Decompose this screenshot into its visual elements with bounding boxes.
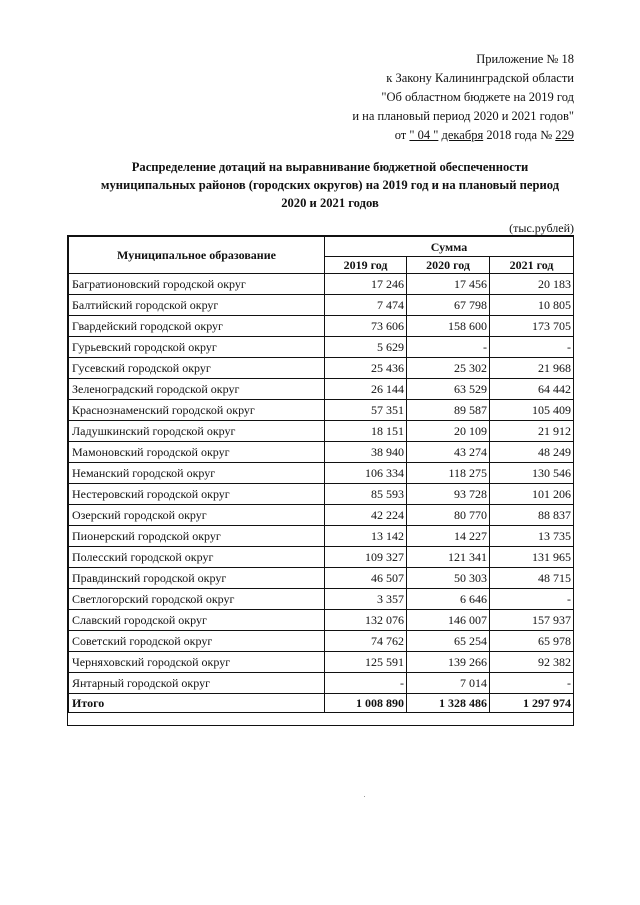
header-year-2021: 2021 год bbox=[490, 257, 574, 274]
amount-2020: 121 341 bbox=[407, 547, 490, 568]
amount-2019: 74 762 bbox=[325, 631, 407, 652]
total-label: Итого bbox=[69, 694, 325, 713]
amount-2019: 57 351 bbox=[325, 400, 407, 421]
amount-2020: 50 303 bbox=[407, 568, 490, 589]
table-row bbox=[69, 526, 574, 547]
table-row bbox=[69, 547, 574, 568]
amount-2021: 88 837 bbox=[490, 505, 574, 526]
subsidy-table bbox=[68, 236, 574, 713]
amount-2019: 13 142 bbox=[325, 526, 407, 547]
amount-2019: 18 151 bbox=[325, 421, 407, 442]
appendix-law-title: "Об областном бюджете на 2019 год bbox=[381, 90, 574, 104]
amount-2019: - bbox=[325, 673, 407, 694]
header-sum: Сумма bbox=[325, 237, 574, 257]
table-row bbox=[69, 379, 574, 400]
table-row bbox=[69, 631, 574, 652]
municipality-name: Зеленоградский городской округ bbox=[69, 379, 325, 400]
amount-2019: 3 357 bbox=[325, 589, 407, 610]
municipality-name: Славский городской округ bbox=[69, 610, 325, 631]
table-row bbox=[69, 358, 574, 379]
municipality-name: Советский городской округ bbox=[69, 631, 325, 652]
amount-2019: 46 507 bbox=[325, 568, 407, 589]
title-line-2: муниципальных районов (городских округов) на 2019 год и на плановый период bbox=[100, 178, 560, 192]
total-2020: 1 328 486 bbox=[407, 694, 490, 713]
table-row bbox=[69, 421, 574, 442]
amount-2019: 5 629 bbox=[325, 337, 407, 358]
municipality-name: Полесский городской округ bbox=[69, 547, 325, 568]
amount-2021: 13 735 bbox=[490, 526, 574, 547]
table-row bbox=[69, 505, 574, 526]
amount-2019: 42 224 bbox=[325, 505, 407, 526]
header-municipality: Муниципальное образование bbox=[69, 237, 325, 274]
amount-2020: 67 798 bbox=[407, 295, 490, 316]
table-row bbox=[69, 673, 574, 694]
table-row bbox=[69, 652, 574, 673]
date-year: 2018 года № bbox=[486, 128, 553, 142]
title-line-3: 2020 и 2021 годов bbox=[281, 196, 379, 210]
amount-2021: 157 937 bbox=[490, 610, 574, 631]
amount-2020: 93 728 bbox=[407, 484, 490, 505]
amount-2020: 6 646 bbox=[407, 589, 490, 610]
amount-2019: 17 246 bbox=[325, 274, 407, 295]
amount-2021: - bbox=[490, 673, 574, 694]
table-row bbox=[69, 463, 574, 484]
municipality-name: Озерский городской округ bbox=[69, 505, 325, 526]
amount-2021: 65 978 bbox=[490, 631, 574, 652]
table-row bbox=[69, 442, 574, 463]
header-year-2020: 2020 год bbox=[407, 257, 490, 274]
amount-2021: 131 965 bbox=[490, 547, 574, 568]
table-row bbox=[69, 295, 574, 316]
municipality-name: Мамоновский городской округ bbox=[69, 442, 325, 463]
amount-2021: 21 968 bbox=[490, 358, 574, 379]
amount-2020: 14 227 bbox=[407, 526, 490, 547]
appendix-law: к Закону Калининградской области bbox=[386, 71, 574, 85]
table-row bbox=[69, 484, 574, 505]
appendix-header bbox=[352, 50, 574, 145]
table-row bbox=[69, 400, 574, 421]
table-row bbox=[69, 589, 574, 610]
table-row bbox=[69, 274, 574, 295]
amount-2019: 132 076 bbox=[325, 610, 407, 631]
table-row bbox=[69, 610, 574, 631]
table-body bbox=[69, 274, 574, 713]
municipality-name: Пионерский городской округ bbox=[69, 526, 325, 547]
date-prefix: от bbox=[394, 128, 407, 142]
appendix-law-period: и на плановый период 2020 и 2021 годов" bbox=[352, 109, 574, 123]
table-row bbox=[69, 337, 574, 358]
amount-2020: 65 254 bbox=[407, 631, 490, 652]
amount-2019: 106 334 bbox=[325, 463, 407, 484]
municipality-name: Светлогорский городской округ bbox=[69, 589, 325, 610]
amount-2019: 109 327 bbox=[325, 547, 407, 568]
date-month: декабря bbox=[441, 128, 484, 142]
amount-2019: 125 591 bbox=[325, 652, 407, 673]
header-year-2019: 2019 год bbox=[325, 257, 407, 274]
amount-2020: 146 007 bbox=[407, 610, 490, 631]
municipality-name: Балтийский городской округ bbox=[69, 295, 325, 316]
amount-2020: 118 275 bbox=[407, 463, 490, 484]
amount-2021: - bbox=[490, 589, 574, 610]
amount-2021: 64 442 bbox=[490, 379, 574, 400]
amount-2021: 21 912 bbox=[490, 421, 574, 442]
amount-2021: - bbox=[490, 337, 574, 358]
amount-2021: 105 409 bbox=[490, 400, 574, 421]
scan-speck bbox=[364, 796, 365, 797]
appendix-date-line bbox=[352, 126, 574, 145]
amount-2020: 139 266 bbox=[407, 652, 490, 673]
municipality-name: Янтарный городской округ bbox=[69, 673, 325, 694]
amount-2019: 38 940 bbox=[325, 442, 407, 463]
amount-2020: 158 600 bbox=[407, 316, 490, 337]
amount-2021: 101 206 bbox=[490, 484, 574, 505]
amount-2019: 85 593 bbox=[325, 484, 407, 505]
amount-2019: 73 606 bbox=[325, 316, 407, 337]
amount-2020: 89 587 bbox=[407, 400, 490, 421]
municipality-name: Черняховский городской округ bbox=[69, 652, 325, 673]
amount-2020: 80 770 bbox=[407, 505, 490, 526]
units-label: (тыс.рублей) bbox=[509, 221, 574, 235]
law-number: 229 bbox=[555, 128, 574, 142]
document-title bbox=[70, 158, 590, 212]
municipality-name: Нестеровский городской округ bbox=[69, 484, 325, 505]
amount-2021: 20 183 bbox=[490, 274, 574, 295]
municipality-name: Гвардейский городской округ bbox=[69, 316, 325, 337]
amount-2020: 7 014 bbox=[407, 673, 490, 694]
table-row bbox=[69, 568, 574, 589]
amount-2020: 43 274 bbox=[407, 442, 490, 463]
amount-2019: 25 436 bbox=[325, 358, 407, 379]
amount-2020: - bbox=[407, 337, 490, 358]
table-row bbox=[69, 316, 574, 337]
date-day: " 04 " bbox=[409, 128, 439, 142]
municipality-name: Правдинский городской округ bbox=[69, 568, 325, 589]
amount-2020: 20 109 bbox=[407, 421, 490, 442]
amount-2021: 48 249 bbox=[490, 442, 574, 463]
appendix-number: Приложение № 18 bbox=[476, 52, 574, 66]
municipality-name: Гурьевский городской округ bbox=[69, 337, 325, 358]
municipality-name: Гусевский городской округ bbox=[69, 358, 325, 379]
municipality-name: Багратионовский городской округ bbox=[69, 274, 325, 295]
total-2019: 1 008 890 bbox=[325, 694, 407, 713]
municipality-name: Краснознаменский городской округ bbox=[69, 400, 325, 421]
amount-2019: 7 474 bbox=[325, 295, 407, 316]
amount-2020: 25 302 bbox=[407, 358, 490, 379]
amount-2021: 92 382 bbox=[490, 652, 574, 673]
municipality-name: Ладушкинский городской округ bbox=[69, 421, 325, 442]
amount-2020: 63 529 bbox=[407, 379, 490, 400]
amount-2020: 17 456 bbox=[407, 274, 490, 295]
total-2021: 1 297 974 bbox=[490, 694, 574, 713]
amount-2021: 130 546 bbox=[490, 463, 574, 484]
amount-2021: 173 705 bbox=[490, 316, 574, 337]
amount-2019: 26 144 bbox=[325, 379, 407, 400]
title-line-1: Распределение дотаций на выравнивание бюджетной обеспеченности bbox=[131, 160, 529, 174]
municipality-name: Неманский городской округ bbox=[69, 463, 325, 484]
total-row bbox=[69, 694, 574, 713]
amount-2021: 10 805 bbox=[490, 295, 574, 316]
amount-2021: 48 715 bbox=[490, 568, 574, 589]
